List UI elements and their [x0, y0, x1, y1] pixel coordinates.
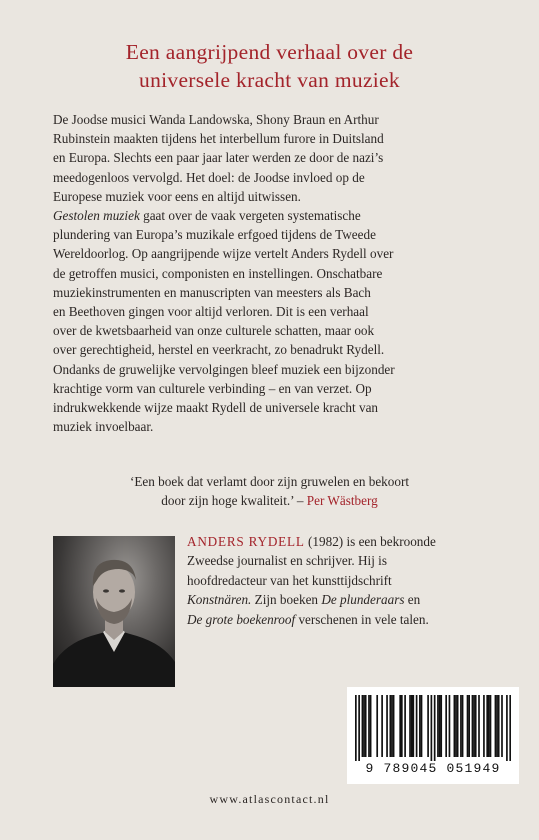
headline-line-2: universele kracht van muziek — [139, 68, 400, 92]
blurb-line: krachtige vorm van culturele verbinding – en van verzet. Op — [53, 380, 372, 396]
author-name: ANDERS RYDELL — [187, 534, 305, 549]
bio-line: hoofdredacteur van het kunsttijdschrift — [187, 572, 392, 588]
barcode-bar — [439, 695, 441, 757]
barcode-bar — [362, 695, 364, 757]
blurb-line: meedogenloos vervolgd. Het doel: de Joodse invloed op de — [53, 169, 365, 185]
barcode-bar — [389, 695, 391, 757]
blurb-line: en Europa. Slechts een paar jaar later werden ze door de nazi’s — [53, 150, 384, 166]
barcode-bar — [457, 695, 459, 757]
barcode-bar — [404, 695, 406, 757]
barcode-bar — [355, 695, 357, 761]
barcode-bar — [365, 695, 367, 757]
barcode-bar — [478, 695, 480, 757]
barcode-bar — [490, 695, 492, 757]
barcode-bar — [399, 695, 401, 757]
book-title-2: De grote boekenroof — [187, 611, 296, 627]
review-quote — [0, 472, 539, 510]
bio-line — [187, 610, 517, 629]
publisher-website: www.atlascontact.nl — [209, 792, 330, 806]
barcode-bar — [358, 695, 360, 761]
barcode-bar — [393, 695, 395, 757]
blurb-line: Europese muziek voor eens en altijd uitwissen. — [53, 188, 301, 204]
barcode-bar — [486, 695, 488, 757]
barcode-bar — [386, 695, 388, 757]
barcode-bar — [509, 695, 511, 761]
headline-line-1: Een aangrijpend verhaal over de — [125, 40, 414, 64]
barcode-bar — [462, 695, 464, 757]
barcode-bar — [475, 695, 477, 757]
quote-attribution: Per Wästberg — [306, 493, 378, 509]
magazine-title: Konstnären. — [187, 592, 252, 608]
blurb-line: muziekinstrumenten en manuscripten van meesters als Bach — [53, 284, 371, 300]
barcode-bar — [401, 695, 403, 757]
blurb-line: muziek invoelbaar. — [53, 419, 154, 435]
bio-text: en — [404, 592, 421, 608]
barcode-bar — [506, 695, 508, 761]
blurb-line: Wereldoorlog. Op aangrijpende wijze vertelt Anders Rydell over — [53, 246, 394, 262]
barcode-bar — [455, 695, 457, 757]
blurb — [53, 110, 503, 436]
bio-line — [187, 590, 517, 609]
book-title: Gestolen muziek — [53, 208, 140, 224]
blurb-line: De Joodse musici Wanda Landowska, Shony Braun en Arthur — [53, 112, 379, 127]
quote-line-1: ‘Een boek dat verlamt door zijn gruwelen en bekoort — [129, 474, 410, 489]
barcode-bar — [454, 695, 456, 757]
barcode-bar — [495, 695, 497, 757]
barcode-bar — [498, 695, 500, 757]
barcode-bar — [391, 695, 393, 757]
blurb-line: en Beethoven gingen voor altijd verloren. Dit is een verhaal — [53, 304, 369, 320]
barcode-bar — [440, 695, 442, 757]
barcode-bar — [431, 695, 433, 761]
barcode-bar — [416, 695, 418, 757]
bio-text: Zijn boeken — [251, 592, 322, 608]
barcode-bar — [381, 695, 383, 757]
barcode — [347, 687, 519, 784]
bio-text: (1982) is een bekroonde — [304, 534, 436, 549]
barcode-bar — [460, 695, 462, 757]
blurb-line: Ondanks de gruwelijke vervolgingen bleef muziek een bijzonder — [53, 361, 395, 377]
barcode-bar — [363, 695, 365, 757]
blurb-line — [53, 206, 503, 225]
barcode-bar — [496, 695, 498, 757]
book-title-1: De plunderaars — [321, 592, 405, 608]
barcode-bar — [468, 695, 470, 757]
barcode-bar — [445, 695, 447, 757]
barcode-bar — [472, 695, 474, 757]
barcode-bar — [427, 695, 429, 757]
barcode-bar — [434, 695, 436, 761]
barcode-bar — [449, 695, 451, 757]
headline — [0, 38, 539, 94]
blurb-line: plundering van Europa’s muzikale erfgoed tijdens de Tweede — [53, 227, 376, 243]
bio-line: Zweedse journalist en schrijver. Hij is — [187, 553, 387, 569]
barcode-bar — [421, 695, 423, 757]
barcode-bar — [368, 695, 370, 757]
bio-line — [187, 532, 517, 551]
quote-line-2 — [0, 491, 539, 510]
barcode-bars — [355, 695, 511, 761]
bio-text: verschenen in vele talen. — [295, 611, 429, 627]
barcode-bar — [412, 695, 414, 757]
blurb-line: indrukwekkende wijze maakt Rydell de universele kracht van — [53, 400, 379, 416]
barcode-bar — [467, 695, 469, 757]
quote-separator: – — [293, 493, 307, 509]
author-bio — [187, 532, 517, 629]
blurb-line: Rubinstein maakten tijdens het interbellum furore in Duitsland — [53, 131, 384, 147]
blurb-line: over de kwetsbaarheid van onze culturele schatten, maar ook — [53, 323, 375, 339]
blurb-line: de getroffen musici, componisten en instellingen. Onschatbare — [53, 265, 383, 281]
author-photo — [53, 536, 175, 687]
barcode-bar — [411, 695, 413, 757]
barcode-bar — [376, 695, 378, 757]
author-portrait-image — [53, 536, 175, 687]
isbn-number: 9 789045 051949 — [365, 761, 501, 776]
barcode-bar — [488, 695, 490, 757]
barcode-bar — [419, 695, 421, 757]
barcode-bar — [501, 695, 503, 757]
barcode-bar — [437, 695, 439, 757]
barcode-bar — [483, 695, 485, 757]
barcode-bar — [409, 695, 411, 757]
blurb-line: over gerechtigheid, herstel en veerkracht, zo benadrukt Rydell. — [53, 342, 385, 358]
barcode-bar — [473, 695, 475, 757]
barcode-bar — [370, 695, 372, 757]
blurb-text: gaat over de vaak vergeten systematische — [139, 208, 361, 224]
quote-text: door zijn hoge kwaliteit.’ — [161, 493, 294, 509]
